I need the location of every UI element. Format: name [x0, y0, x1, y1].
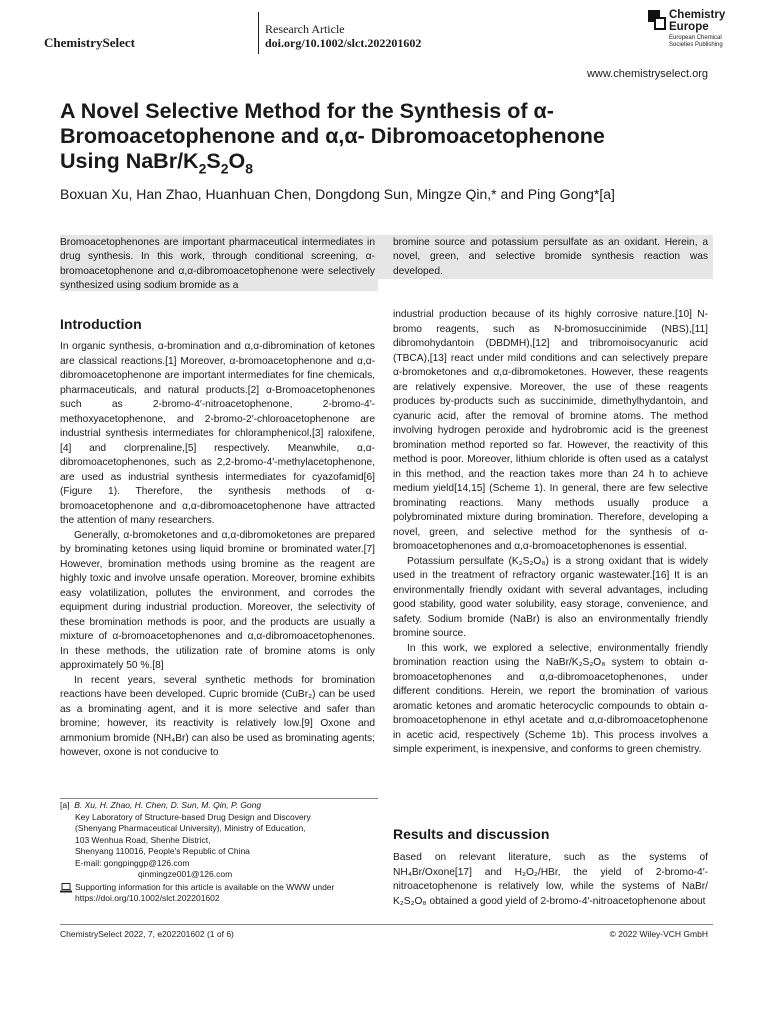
results-heading: Results and discussion — [393, 826, 550, 842]
publisher-logo[interactable] — [648, 10, 758, 52]
email-line-2[interactable]: qinmingze001@126.com — [138, 869, 233, 879]
left-column — [60, 340, 375, 761]
intro-paragraph-3: In recent years, several synthetic methods for bromination reactions have been developed. Cupric bromide (CuBr₂) can be used as a brominating agent, and it is more selective and safer than bromine; however, its reactivity is relatively low.[9] Oxone and ammonium bromide (NH₄Br) can also be used as brominating agents; however, oxone is not conducive to — [60, 674, 375, 758]
footnote-authors: B. Xu, H. Zhao, H. Chen, D. Sun, M. Qin, P. Gong — [74, 800, 262, 810]
results-paragraph — [393, 851, 708, 909]
intro-paragraph-4: industrial production because of its highly corrosive nature.[10] N-bromo reagents, such as N-bromosuccinimide (NBS),[11] dibromohydantoin (DBDMH),[12] and tribromoisocyanuric acid (TBCA),[13] react under mild conditions and can selectively prepare α-bromoketones and α,α-dibromoketones. However, these reagents are relatively expensive. Moreover, the use of these reagents produces by-products such as succinimide, dimethylhydantoin, and cyanuric acid, after the removal of bromine atoms. The method involving hydrogen peroxide and hydrobromic acid is the greenest bromination method reported so far. However, the reactivity of this method is poor. Moreover, lithium chloride is often used as a catalyst in this method, and the reaction takes more than 24 h to achieve medium yield[14,15] (Scheme 1). In general, there are few selective brominating reactions. Many methods usually produce a polybrominated mixture during bromination. Therefore, developing a novel, green, and selective method for the synthesis of α-bromoacetophenones and α,α-bromoacetophenones is essential. — [393, 309, 708, 552]
intro-paragraph-6: In this work, we explored a selective, environmentally friendly bromination reaction using the NaBr/K₂S₂O₈ system to obtain α-bromoacetophenones and α,α-dibromoacetophenones, under different conditions. Herein, we report the bromination of various aromatic ketones and aromatic heterocyclic compounds to obtain α-bromoacetophenone in ethyl acetate and α,α-dibromoacetophenone in acetic acid, respectively (Scheme 1b). This process involves a simple experiment, is inexpensive, and conforms to green chemistry. — [393, 642, 708, 755]
affiliation-line-4: Shenyang 110016, People's Republic of China — [75, 846, 250, 856]
article-title — [60, 99, 720, 181]
right-column — [393, 308, 708, 758]
publisher-name: Chemistry Europe — [669, 9, 726, 33]
intro-paragraph-2: Generally, α-bromoketones and α,α-dibromoketones are prepared by brominating ketones using liquid bromine or brominated water.[7] However, bromination methods using bromine as the reagent are highly toxic and involve unsafe operation. Moreover, bromine exhibits easy volatilization, pollutes the environment, and corrodes the equipment during industrial production. Moreover, the selectivity of these bromination methods is poor, and the products are usually a mixture of α-bromoacetophenones and α,α-dibromoacetophenones. In these methods, the utilization rate of bromine atoms is only approximately 50 %.[8] — [60, 529, 375, 671]
article-type: Research Article — [265, 22, 345, 36]
supporting-info — [60, 882, 380, 905]
supporting-info-line-1: Supporting information for this article is available on the WWW under — [75, 881, 335, 892]
article-title-text: A Novel Selective Method for the Synthesis of α- Bromoacetophenone and α,α- Dibromoacetophenone Using NaBr/$K_2S_2O_8$ — [60, 99, 605, 177]
footer-copyright: © 2022 Wiley-VCH GmbH — [609, 929, 708, 939]
doi-link[interactable]: doi.org/10.1002/slct.202201602 — [265, 36, 422, 50]
affiliation-line-3: 103 Wenhua Road, Shenhe District, — [75, 834, 211, 845]
affiliation-line-1: Key Laboratory of Structure-based Drug Design and Discovery — [75, 811, 311, 822]
email-line-1[interactable]: E-mail: gongpinggp@126.com — [75, 857, 190, 868]
results-paragraph-1: Based on relevant literature, such as the systems of NH₄Br/Oxone[17] and H₂O₂/HBr, the yield of 2-bromo-4′-nitroacetophenone is relatively low, while the systems of NaBr/ K₂S₂O₈ obtained a good yield of 2-bromo-4′-nitroacetophenone about — [393, 852, 708, 907]
intro-paragraph-5: Potassium persulfate (K₂S₂O₈) is a strong oxidant that is widely used in the treatment of refractory organic wastewater.[16] It is an environmentally friendly oxidant with several advantages, including good stability, good water solubility, easy storage, convenience, and safety. Sodium bromide (NaBr) is also an environmentally friendly bromine source. — [393, 555, 708, 639]
abstract-right: bromine source and potassium persulfate as an oxidant. Herein, a novel, green, and selective bromide synthesis reaction was developed. — [393, 237, 708, 277]
abstract-left: Bromoacetophenones are important pharmaceutical intermediates in drug synthesis. In this work, through conditional screening, α-bromoacetophenone and α,α-dibromoacetophenone were selectively synthesized using sodium bromide as a — [60, 237, 375, 292]
chemistry-europe-logo-icon — [648, 10, 666, 30]
affiliation-authors-line — [60, 800, 380, 812]
publisher-subtitle: European Chemical Societies Publishing — [669, 35, 723, 48]
affiliation-footnote — [60, 800, 380, 905]
footer-citation: ChemistrySelect 2022, 7, e202201602 (1 of 6) — [60, 929, 234, 939]
author-list: Boxuan Xu, Han Zhao, Huanhuan Chen, Dongdong Sun, Mingze Qin,* and Ping Gong*[a] — [60, 186, 615, 202]
introduction-heading: Introduction — [60, 316, 142, 332]
footnote-label: [a] — [60, 800, 70, 810]
footnote-divider — [60, 798, 378, 799]
journal-website[interactable]: www.chemistryselect.org — [586, 68, 708, 80]
supporting-info-link[interactable]: https://doi.org/10.1002/slct.202201602 — [75, 893, 220, 903]
laptop-icon — [60, 883, 72, 893]
footer-divider — [60, 924, 713, 925]
intro-paragraph-1: In organic synthesis, α-bromination and α,α-dibromination of ketones are classical reactions.[1] Moreover, α-bromoacetophenone and α,α-dibromoacetophenone are important intermediates for fine chemicals, pharmaceuticals, and natural products.[2] α-Bromoacetophenones such as 2-bromo-4′-nitroacetophenone, 2-bromo-4′-methoxyacetophenone, and 2-bromo-2′-chloroacetophenone are industrial synthesis intermediates for chloramphenicol,[3] raloxifene,[4] and clorprenaline,[5] respectively. Meanwhile, α,α-dibromoacetophenones, such as 2,2-bromo-4′-methylacetophenone, are used as industrial synthesis intermediates for cyazofamid[6] (Figure 1). Therefore, the synthesis methods of α-bromoacetophenone and α,α-dibromoacetophenone have attracted the attention of many researchers. — [60, 341, 375, 526]
affiliation-line-2: (Shenyang Pharmaceutical University), Ministry of Education, — [75, 823, 306, 833]
journal-name: ChemistrySelect — [44, 35, 135, 50]
header-divider — [258, 12, 259, 54]
